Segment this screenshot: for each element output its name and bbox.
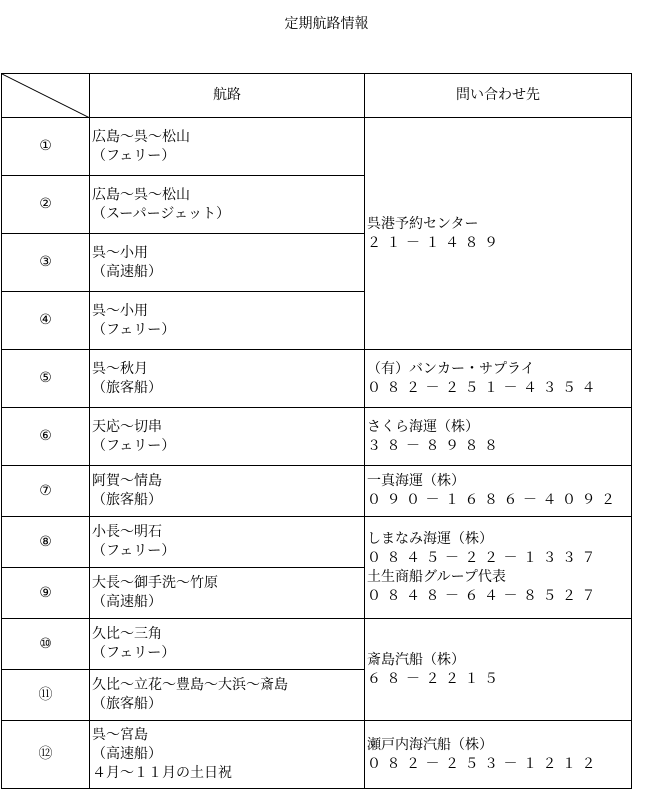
row-number: ⑫ <box>2 721 90 789</box>
route-cell <box>90 234 365 292</box>
row-number: ⑧ <box>2 517 90 568</box>
contact-tel: ０８４５－２２－１３３７ <box>367 549 601 566</box>
route-cell <box>90 350 365 408</box>
table-row <box>2 408 632 466</box>
route-name: 久比～立花～豊島～大浜～斎島 <box>92 677 288 693</box>
route-name: 阿賀～情島 <box>92 473 162 489</box>
contact-tel: ０９０－１６８６－４０９２ <box>367 492 621 508</box>
row-number: ⑦ <box>2 466 90 517</box>
row-number: ③ <box>2 234 90 292</box>
route-name: 久比～三角 <box>92 626 162 642</box>
contact-cell <box>365 350 632 408</box>
contact-name: 瀬戸内海汽船（株） <box>367 736 493 753</box>
page-title: 定期航路情報 <box>284 16 369 32</box>
route-name: 広島～呉～松山 <box>92 186 190 203</box>
row-number: ⑥ <box>2 408 90 466</box>
table-header-row <box>2 74 632 118</box>
contact-tel: ０８２－２５１－４３５４ <box>367 379 601 396</box>
route-type: （フェリー） <box>92 543 176 559</box>
route-name: 呉～宮島 <box>92 727 148 743</box>
contact-cell <box>365 466 632 517</box>
route-type: （フェリー） <box>92 437 176 454</box>
table-row <box>2 619 632 670</box>
contact-cell <box>365 721 632 789</box>
route-type: （高速船） <box>92 263 162 280</box>
contact-tel-2: ０８４８－６４－８５２７ <box>367 587 601 604</box>
route-cell <box>90 619 365 670</box>
route-cell <box>90 517 365 568</box>
route-cell <box>90 721 365 789</box>
route-type: （スーパージェット） <box>92 205 231 222</box>
contact-tel: ２１－１４８９ <box>367 234 504 251</box>
route-type: （旅客船） <box>92 696 162 712</box>
row-number: ① <box>2 118 90 176</box>
route-note: ４月～１１月の土日祝 <box>92 765 232 781</box>
contact-cell <box>365 619 632 721</box>
route-type: （高速船） <box>92 594 162 610</box>
route-type: （フェリー） <box>92 645 176 661</box>
route-cell <box>90 466 365 517</box>
route-name: 呉～小用 <box>92 244 148 261</box>
contact-cell <box>365 408 632 466</box>
table-row <box>2 721 632 789</box>
row-number: ⑨ <box>2 568 90 619</box>
route-type: （フェリー） <box>92 321 176 338</box>
route-name: 呉～小用 <box>92 302 148 319</box>
route-cell <box>90 568 365 619</box>
diagonal-line <box>2 74 90 118</box>
route-type: （フェリー） <box>92 147 176 164</box>
contact-name: 斎島汽船（株） <box>367 651 465 668</box>
row-number: ⑪ <box>2 670 90 721</box>
header-contact: 問い合わせ先 <box>365 74 632 118</box>
table-row <box>2 118 632 176</box>
route-name: 天応～切串 <box>92 418 162 435</box>
contact-name: さくら海運（株） <box>367 418 479 435</box>
contact-cell <box>365 517 632 619</box>
row-number: ② <box>2 176 90 234</box>
header-route: 航路 <box>90 74 365 118</box>
route-cell <box>90 118 365 176</box>
route-type: （旅客船） <box>92 492 162 508</box>
row-number: ④ <box>2 292 90 350</box>
row-number: ⑤ <box>2 350 90 408</box>
route-cell <box>90 292 365 350</box>
table-row <box>2 466 632 517</box>
contact-tel: ６８－２２１５ <box>367 670 504 687</box>
contact-name: 一真海運（株） <box>367 473 465 489</box>
contact-cell <box>365 118 632 350</box>
contact-name: しまなみ海運（株） <box>367 530 493 547</box>
route-type: （高速船） <box>92 746 162 762</box>
contact-tel: ３８－８９８８ <box>367 437 504 454</box>
route-cell <box>90 408 365 466</box>
route-name: 小長～明石 <box>92 524 162 540</box>
row-number: ⑩ <box>2 619 90 670</box>
route-cell <box>90 176 365 234</box>
corner-cell <box>2 74 90 118</box>
table-row <box>2 517 632 568</box>
contact-name: （有）バンカー・サプライ <box>367 360 535 377</box>
route-type: （旅客船） <box>92 379 162 396</box>
contact-name: 呉港予約センター <box>367 215 479 232</box>
route-table <box>1 73 632 789</box>
table-row <box>2 350 632 408</box>
route-name: 呉～秋月 <box>92 360 148 377</box>
route-cell <box>90 670 365 721</box>
contact-name-2: 土生商船グループ代表 <box>367 568 506 585</box>
route-name: 広島～呉～松山 <box>92 128 190 145</box>
route-name: 大長～御手洗～竹原 <box>92 575 218 591</box>
contact-tel: ０８２－２５３－１２１２ <box>367 755 601 772</box>
